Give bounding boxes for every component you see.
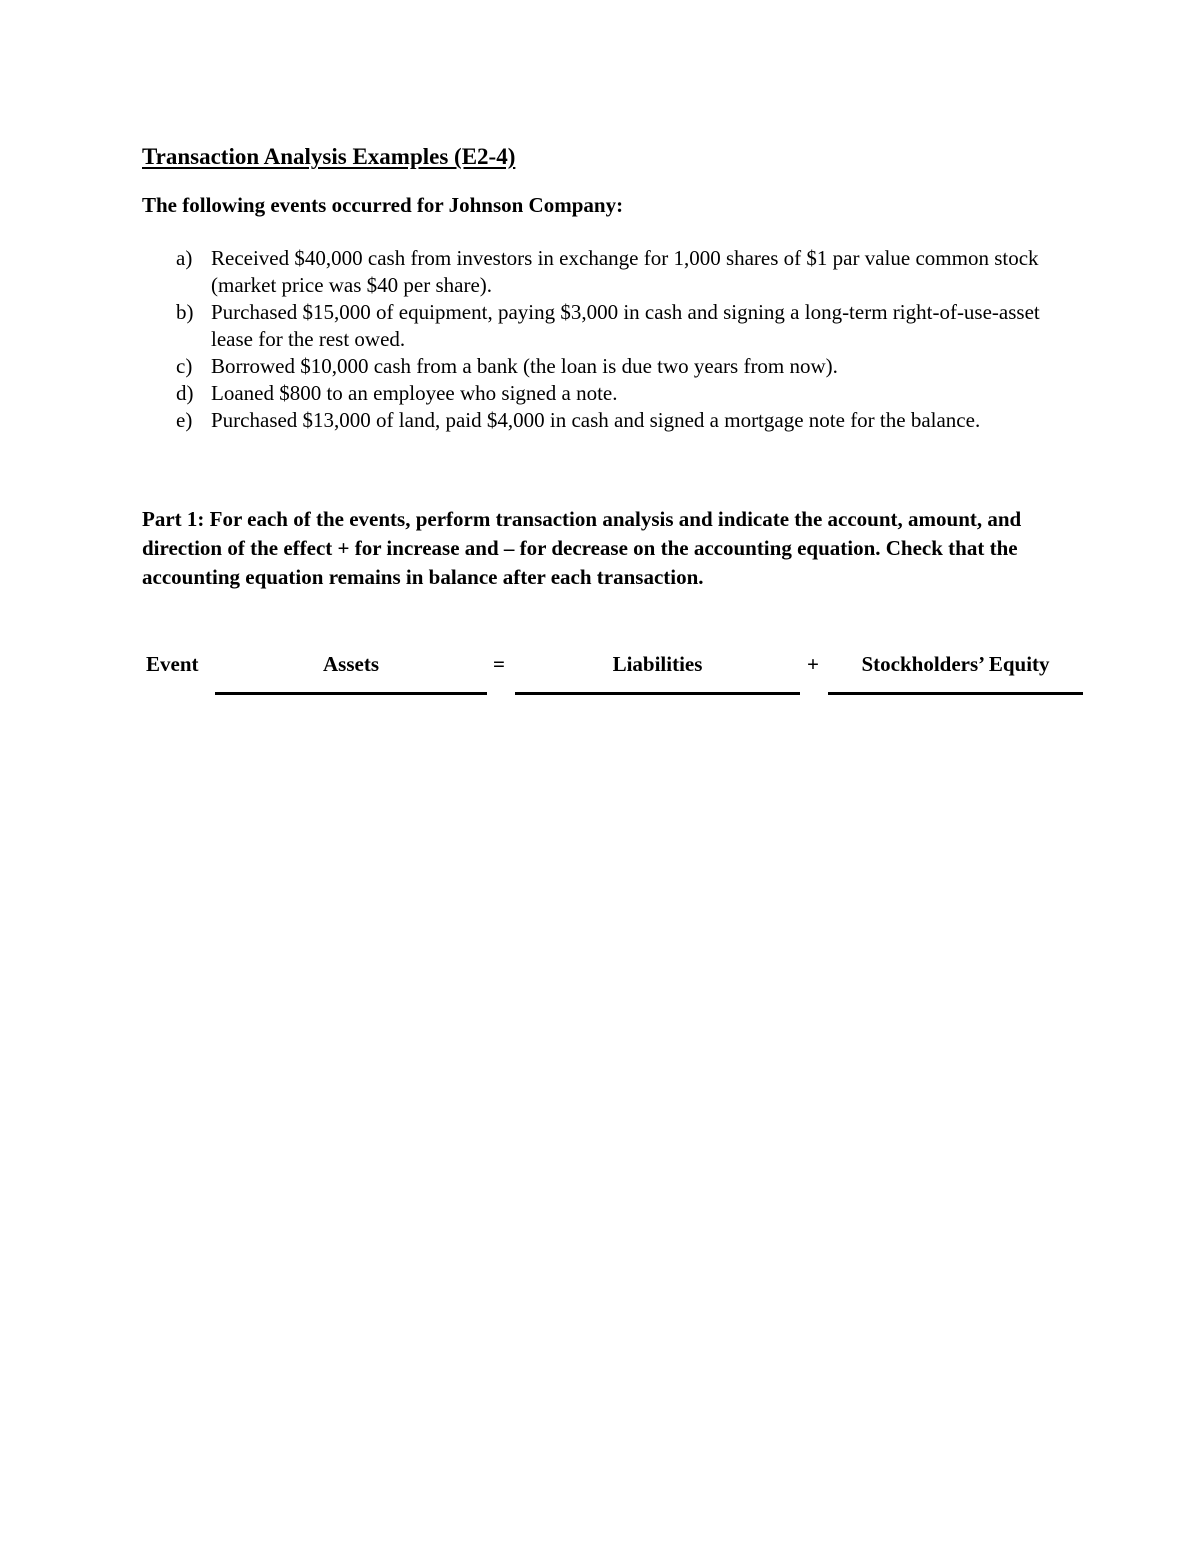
equity-underline bbox=[828, 692, 1083, 695]
assets-column-label: Assets bbox=[323, 652, 379, 676]
event-column-label: Event bbox=[146, 652, 199, 676]
event-marker: c) bbox=[176, 354, 193, 378]
event-text: Purchased $15,000 of equipment, paying $3,000 in cash and signing a long-term right-of-use-asset lease for the rest owed. bbox=[211, 300, 1040, 351]
event-marker: d) bbox=[176, 381, 194, 405]
list-item bbox=[142, 353, 1072, 380]
equals-sign: = bbox=[493, 652, 505, 676]
plus-sign: + bbox=[807, 652, 819, 676]
part1-instructions: Part 1: For each of the events, perform transaction analysis and indicate the account, amount, and direction of the effect + for increase and – for decrease on the accounting equation. Check that the accounting equation remains in balance after each transaction. bbox=[142, 507, 1022, 589]
liabilities-column-label: Liabilities bbox=[612, 652, 703, 676]
event-marker: e) bbox=[176, 408, 193, 432]
list-item bbox=[142, 299, 1072, 353]
accounting-equation-header bbox=[0, 650, 1200, 700]
events-list bbox=[142, 245, 1072, 434]
liabilities-underline bbox=[515, 692, 800, 695]
list-item bbox=[142, 245, 1072, 299]
event-marker: b) bbox=[176, 300, 194, 324]
list-item bbox=[142, 407, 1072, 434]
list-item bbox=[142, 380, 1072, 407]
event-text: Borrowed $10,000 cash from a bank (the loan is due two years from now). bbox=[211, 354, 838, 378]
document-title: Transaction Analysis Examples (E2-4) bbox=[142, 144, 516, 169]
event-text: Purchased $13,000 of land, paid $4,000 in cash and signed a mortgage note for the balance. bbox=[211, 408, 981, 432]
event-text: Received $40,000 cash from investors in exchange for 1,000 shares of $1 par value common stock (market price was $40 per share). bbox=[211, 246, 1039, 297]
intro-text: The following events occurred for Johnson Company: bbox=[142, 193, 624, 217]
event-marker: a) bbox=[176, 246, 193, 270]
assets-underline bbox=[215, 692, 487, 695]
event-text: Loaned $800 to an employee who signed a note. bbox=[211, 381, 618, 405]
equity-column-label: Stockholders’ Equity bbox=[861, 652, 1050, 676]
